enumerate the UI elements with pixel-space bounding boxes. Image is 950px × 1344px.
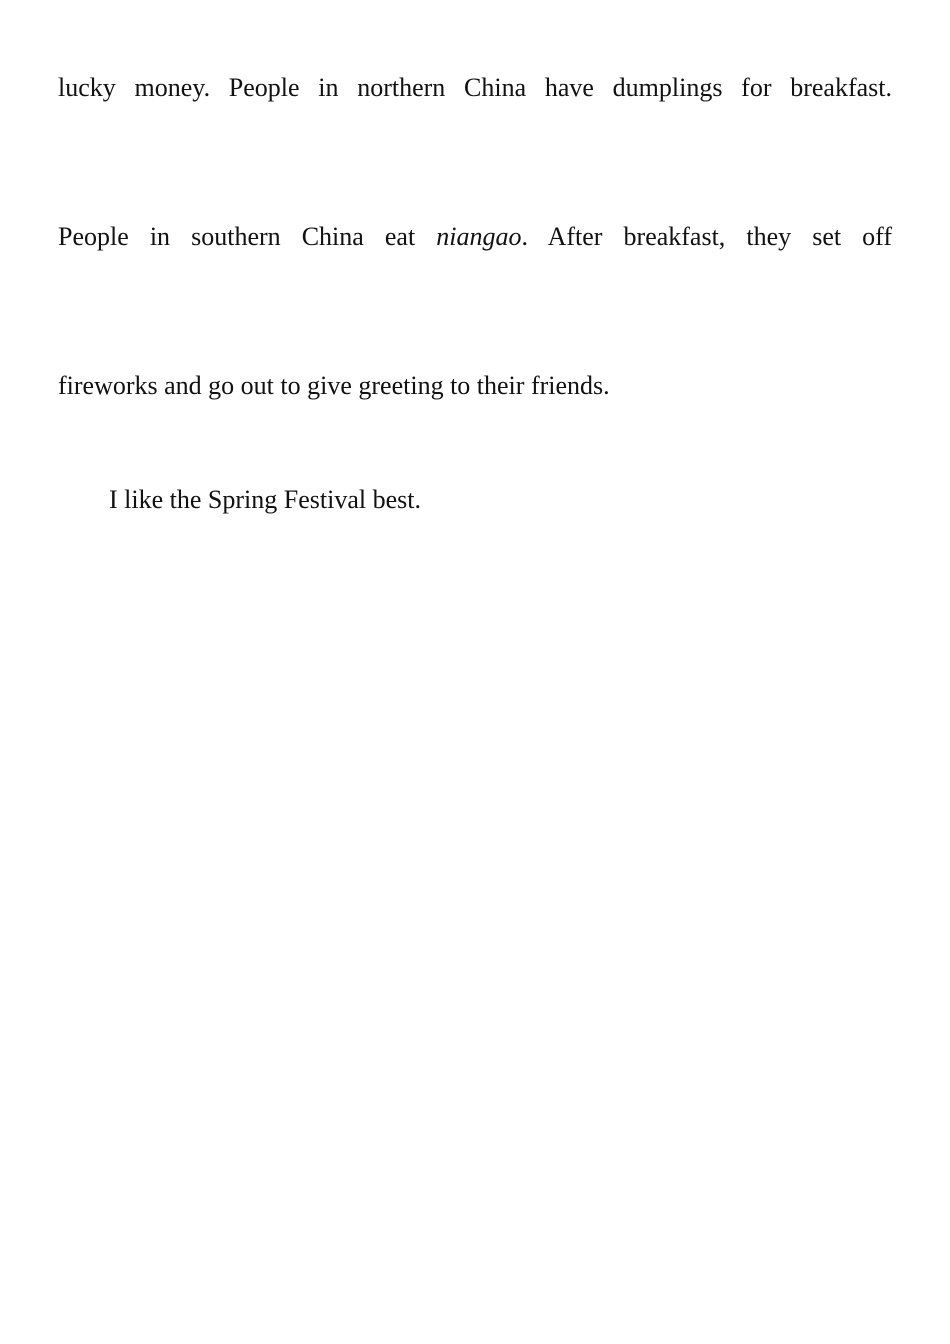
line-2-text-before: People in southern China eat [58,222,437,251]
closing-paragraph: I like the Spring Festival best. [109,485,421,514]
paragraph-line-2 [58,220,892,254]
line-2-text-after: . After breakfast, they set off [521,222,892,251]
paragraph-line-1: lucky money. People in northern China have dumplings for breakfast. [58,73,892,102]
niangao-italic-word: niangao [436,222,522,251]
paragraph-line-3: fireworks and go out to give greeting to their friends. [58,371,610,400]
